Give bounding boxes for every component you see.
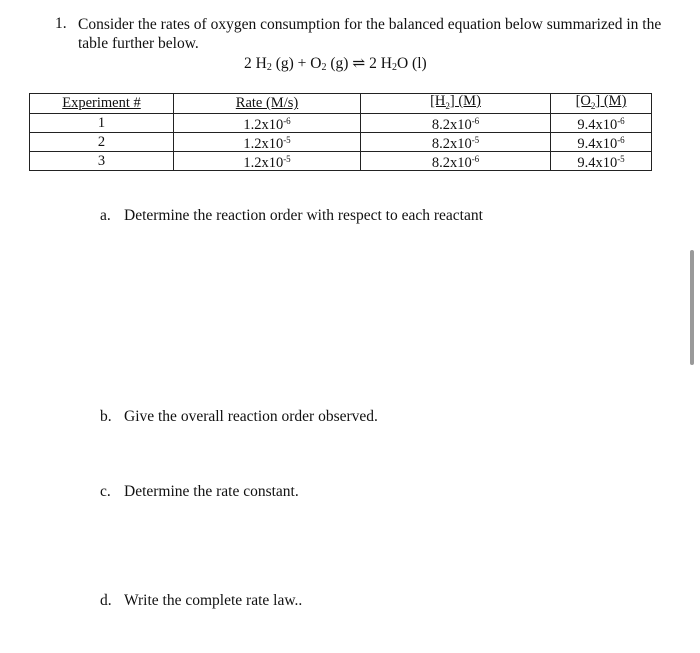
header-h2-concentration: $[H_2]$ (M) [361, 94, 551, 114]
sub-question-d: d. Write the complete rate law.. [100, 592, 303, 609]
sub-question-b: b. Give the overall reaction order observed. [100, 408, 378, 425]
sub-question-c: c. Determine the rate constant. [100, 483, 299, 500]
header-experiment: Experiment # [30, 94, 174, 114]
equation-subscript: 2 [391, 62, 397, 73]
equation-part: (g) ⇌ 2 H [326, 55, 392, 72]
equation-part: (g) + O [271, 55, 322, 72]
sub-question-a: a. Determine the reaction order with respect to each reactant [100, 207, 483, 224]
table-row [30, 132, 652, 151]
rate-data-table-container [29, 93, 652, 171]
equation-part: O (l) [396, 55, 427, 72]
cell-h2: $8.2x10^{-6}$ [361, 113, 551, 132]
table-header-row [30, 94, 652, 114]
cell-rate: $1.2x10^{-6}$ [174, 113, 361, 132]
header-rate: Rate (M/s) [174, 94, 361, 114]
cell-o2: $9.4x10^{-5}$ [551, 151, 652, 170]
cell-experiment: 3 [30, 151, 174, 170]
rate-data-table [29, 93, 652, 171]
header-o2-concentration: $[O_2]$ (M) [551, 94, 652, 114]
cell-experiment: 2 [30, 132, 174, 151]
cell-h2: $8.2x10^{-6}$ [361, 151, 551, 170]
cell-o2: $9.4x10^{-6}$ [551, 132, 652, 151]
cell-o2: $9.4x10^{-6}$ [551, 113, 652, 132]
table-row [30, 113, 652, 132]
equation-part: 2 H [244, 55, 267, 72]
equation-subscript: 2 [266, 62, 272, 73]
balanced-equation [244, 54, 427, 73]
cell-rate: $1.2x10^{-5}$ [174, 151, 361, 170]
question-number: 1. [55, 15, 67, 32]
table-row [30, 151, 652, 170]
cell-h2: $8.2x10^{-5}$ [361, 132, 551, 151]
cell-rate: $1.2x10^{-5}$ [174, 132, 361, 151]
cell-experiment: 1 [30, 113, 174, 132]
vertical-scrollbar[interactable] [690, 250, 694, 365]
question-text: Consider the rates of oxygen consumption for the balanced equation below summarized in the table further below. [78, 16, 662, 52]
equation-subscript: 2 [321, 62, 327, 73]
